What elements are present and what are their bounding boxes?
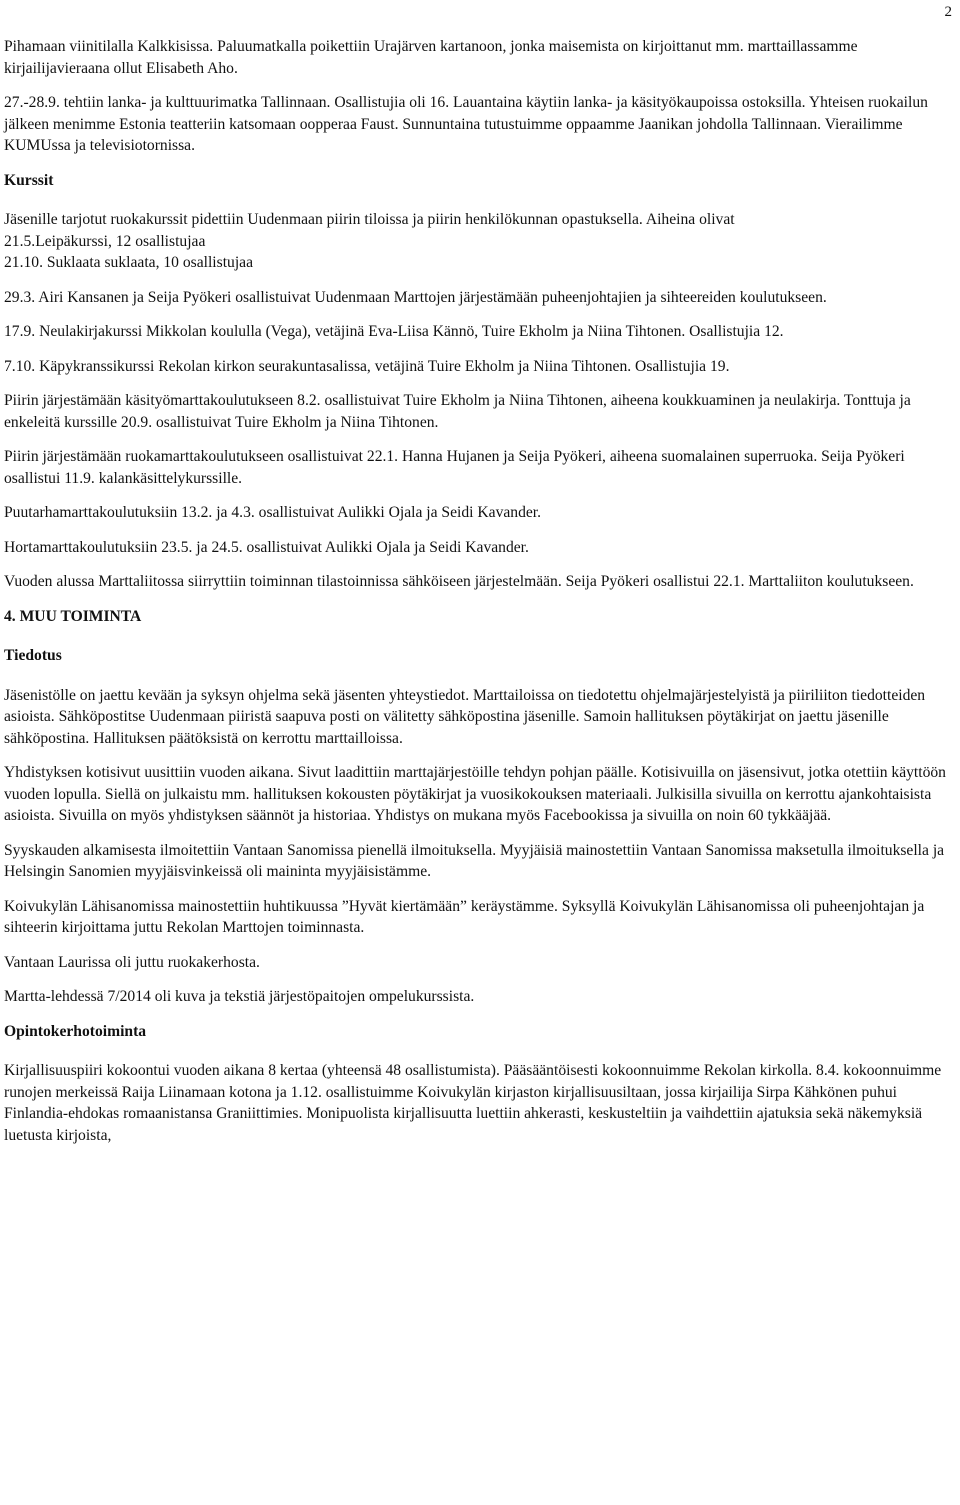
subheading-tiedotus: Tiedotus <box>4 647 62 664</box>
kurssit-paragraph: Puutarhamarttakoulutuksiin 13.2. ja 4.3. osallistuivat Aulikki Ojala ja Seidi Kavander. <box>4 504 542 521</box>
kurssit-paragraph: Piirin järjestämään käsityömarttakoulutukseen 8.2. osallistuivat Tuire Ekholm ja Niina Tihtonen, aiheena koukkuaminen ja neulakirja. Tonttuja ja enkeleitä kurssille 20.9. osallistuivat Tuire Ekholm ja Niina Tihtonen. <box>4 392 911 431</box>
kurssit-paragraph: 17.9. Neulakirjakurssi Mikkolan koululla (Vega), vetäjinä Eva-Liisa Kännö, Tuire Ekholm ja Niina Tihtonen. Osallistujia 12. <box>4 323 784 340</box>
kurssit-list-item: 21.5.Leipäkurssi, 12 osallistujaa <box>4 232 206 250</box>
kurssit-intro: Jäsenille tarjotut ruokakurssit pidettiin Uudenmaan piirin tiloissa ja piirin henkilökunnan opastuksella. Aiheina olivat <box>4 211 735 228</box>
kurssit-list-item: 21.10. Suklaata suklaata, 10 osallistujaa <box>4 254 254 271</box>
tiedotus-paragraph: Vantaan Laurissa oli juttu ruokakerhosta. <box>4 953 260 971</box>
kurssit-intro-block <box>4 209 954 274</box>
kurssit-heading: Kurssit <box>4 171 54 189</box>
intro-paragraph-1: Pihamaan viinitilalla Kalkkisissa. Paluumatkalla poikettiin Urajärven kartanoon, jonka maisemista on kirjoittanut mm. marttaillassamme kirjailijavieraana ollut Elisabeth Aho. <box>4 38 858 77</box>
tiedotus-paragraph: Koivukylän Lähisanomissa mainostettiin huhtikuussa ”Hyvät kiertämään” keräystämme. Syksyllä Koivukylän Lähisanomissa oli puheenjohtajan ja sihteerin kirjoittama juttu Rekolan Marttojen toiminnasta. <box>4 897 925 936</box>
tiedotus-paragraph: Jäsenistölle on jaettu kevään ja syksyn ohjelma sekä jäsenten yhteystiedot. Marttailoissa on tiedotettu ohjelmajärjestelyistä ja piiriliiton tiedotteiden asioista. Sähköpostitse Uudenmaan piiristä saapuva posti on välitetty sähköpostina jäsenille. Samoin hallituksen pöytäkirjat on jaettu jäsenille sähköpostina. Hallituksen päätöksistä on kerrottu marttailloissa. <box>4 686 926 747</box>
kurssit-paragraph: Hortamarttakoulutuksiin 23.5. ja 24.5. osallistuivat Aulikki Ojala ja Seidi Kavander. <box>4 538 529 556</box>
subheading-opintokerhotoiminta: Opintokerhotoiminta <box>4 1022 147 1040</box>
opinto-paragraph: Kirjallisuuspiiri kokoontui vuoden aikana 8 kertaa (yhteensä 48 osallistumista). Pääsääntöisesti kokoonnuimme Rekolan kirkolla. 8.4. kokoonnuimme runojen merkeissä Raija Liinamaan kotona ja 1.12. osallistuimme Koivukylän kirjaston kirjallisuusiltaan, jossa kirjailija Sirpa Kähkönen puhui Finlandia-ehdokas romaanistansa Graniittimies. Monipuolista kirjallisuutta luettiin ahkerasti, keskusteltiin ja vaihdettiin ajatuksia sekä näkemyksiä luetusta kirjoista, <box>4 1062 942 1144</box>
kurssit-paragraph: 7.10. Käpykranssikurssi Rekolan kirkon seurakuntasalissa, vetäjinä Tuire Ekholm ja Niina Tihtonen. Osallistujia 19. <box>4 357 730 375</box>
intro-paragraph-2: 27.-28.9. tehtiin lanka- ja kulttuurimatka Tallinnaan. Osallistujia oli 16. Lauantaina käytiin lanka- ja käsityökaupoissa ostoksilla. Yhteisen ruokailun jälkeen menimme Estonia teatteriin katsomaan oopperaa Faust. Sunnuntaina tutustuimme oppaamme Jaanikan johdolla Tallinnaan. Vierailimme KUMUssa ja televisiotornissa. <box>4 94 928 154</box>
kurssit-paragraph: Vuoden alussa Marttaliitossa siirryttiin toiminnan tilastoinnissa sähköiseen järjestelmään. Seija Pyökeri osallistui 22.1. Marttaliiton koulutukseen. <box>4 573 914 590</box>
tiedotus-paragraph: Syyskauden alkamisesta ilmoitettiin Vantaan Sanomissa pienellä ilmoituksella. Myyjäisiä mainostettiin Vantaan Sanomissa maksetulla ilmoituksella ja Helsingin Sanomien myyjäisvinkeissä oli maininta myyjäisistämme. <box>4 841 945 880</box>
kurssit-paragraph: Piirin järjestämään ruokamarttakoulutukseen osallistuivat 22.1. Hanna Hujanen ja Seija Pyökeri, aiheena suomalainen superruoka. Seija Pyökeri osallistui 11.9. kalankäsittelykurssille. <box>4 448 905 487</box>
document-page <box>4 36 954 1159</box>
section-heading-muu-toiminta: 4. MUU TOIMINTA <box>4 607 142 625</box>
kurssit-paragraph: 29.3. Airi Kansanen ja Seija Pyökeri osallistuivat Uudenmaan Marttojen järjestämään puheenjohtajien ja sihteereiden koulutukseen. <box>4 288 827 306</box>
tiedotus-paragraph: Martta-lehdessä 7/2014 oli kuva ja tekstiä järjestöpaitojen ompelukurssista. <box>4 988 475 1005</box>
tiedotus-paragraph: Yhdistyksen kotisivut uusittiin vuoden aikana. Sivut laadittiin marttajärjestöille tehdyn pohjan päälle. Kotisivuilla on jäsensivut, jotka otettiin käyttöön vuoden lopulla. Siellä on julkaistu mm. hallituksen kokousten pöytäkirjat ja vuosikokouksen materiaali. Julkisilla sivuilla on kerrottu ajankohtaisista asioista. Sivuilla on myös yhdistyksen säännöt ja historiaa. Yhdistys on mukana myös Facebookissa ja sivuilla on noin 60 tykkääjää. <box>4 764 946 824</box>
page-number: 2 <box>944 4 952 20</box>
